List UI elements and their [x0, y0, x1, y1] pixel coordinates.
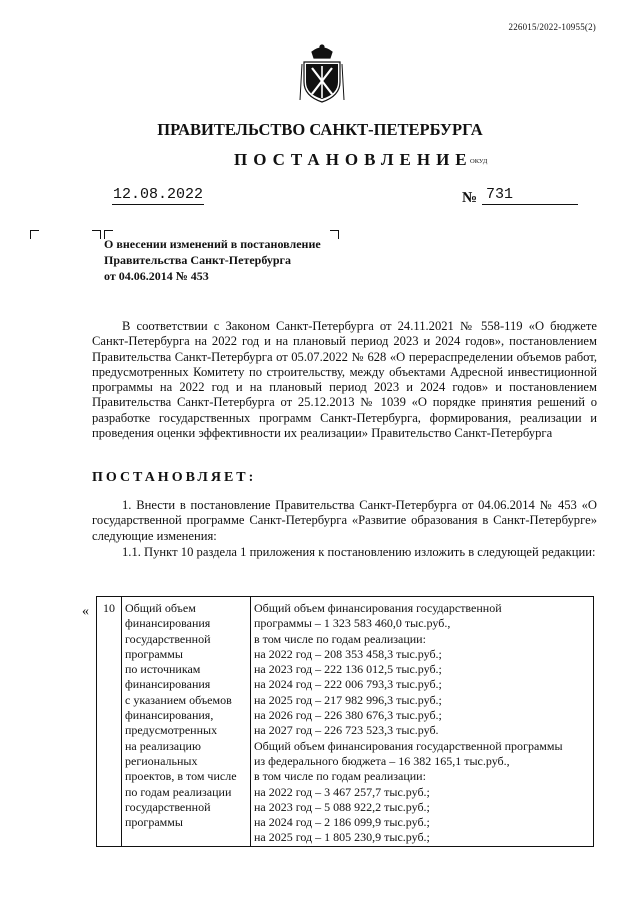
value-line: на 2022 год – 208 353 458,3 тыс.руб.; [254, 646, 442, 661]
financing-table [96, 596, 594, 847]
document-type: ПОСТАНОВЛЕНИЕ [234, 150, 473, 169]
document-subject [104, 236, 364, 284]
label-line: на реализацию [125, 738, 201, 753]
label-line: предусмотренных [125, 723, 218, 738]
label-line: программы [125, 646, 183, 661]
financing-value-cell [251, 597, 594, 847]
subject-line: от 04.06.2014 № 453 [104, 269, 209, 283]
financing-label-cell [122, 597, 251, 847]
value-line: на 2024 год – 222 006 793,3 тыс.руб.; [254, 677, 442, 692]
table-row [97, 597, 594, 847]
label-line: по годам реализации [125, 784, 232, 799]
label-line: финансирования [125, 677, 211, 692]
label-line: по источникам [125, 662, 201, 677]
okud-label: ОКУД [470, 158, 488, 165]
value-line: Общий объем финансирования государственной [254, 601, 502, 615]
label-line: региональных [125, 753, 198, 768]
value-line: на 2025 год – 1 805 230,9 тыс.руб.; [254, 830, 430, 845]
value-line: на 2023 год – 222 136 012,5 тыс.руб.; [254, 662, 442, 677]
item-1-paragraph: 1. Внести в постановление Правительства Санкт-Петербурга от 04.06.2014 № 453 «О государственной программе Санкт-Петербурга «Развитие образования в Санкт-Петербурге» следующие изменения: [92, 498, 597, 543]
row-number: 10 [97, 597, 122, 847]
label-line: Общий объем [125, 601, 196, 615]
item-1-1-paragraph: 1.1. Пункт 10 раздела 1 приложения к постановлению изложить в следующей редакции: [122, 545, 596, 559]
government-title: ПРАВИТЕЛЬСТВО САНКТ-ПЕТЕРБУРГА [157, 120, 483, 139]
coat-of-arms-icon [298, 44, 346, 106]
label-line: финансирования [125, 616, 211, 631]
value-line: на 2023 год – 5 088 922,2 тыс.руб.; [254, 799, 430, 814]
resolves-heading: ПОСТАНОВЛЯЕТ: [92, 470, 257, 485]
value-line: в том числе по годам реализации: [254, 769, 426, 784]
value-line: из федерального бюджета – 16 382 165,1 тыс.руб., [254, 753, 510, 768]
number-sign: № [462, 190, 478, 206]
preamble-paragraph: В соответствии с Законом Санкт-Петербурга от 24.11.2021 № 558-119 «О бюджете Санкт-Петербурга на 2022 год и на плановый период 2023 и 2024 годов», постановлением Правительства Санкт-Петербурга от 05.07.2022 № 628 «О перераспределении объемов работ, предусмотренных Комитету по строительству, между объектами Адресной инвестиционной программы на 2022 год и на плановый период 2023 и 2024 годов» и постановлением Правительства Санкт-Петербурга от 25.12.2013 № 1039 «О порядке принятия решений о разработке государственных программ Санкт-Петербурга, формирования, реализации и проведения оценки эффективности их реализации» Правительство Санкт-Петербурга [92, 319, 597, 441]
label-line: с указанием объемов [125, 692, 232, 707]
value-line: на 2022 год – 3 467 257,7 тыс.руб.; [254, 784, 430, 799]
value-line: в том числе по годам реализации: [254, 631, 426, 646]
label-line: финансирования, [125, 708, 214, 723]
value-line: Общий объем финансирования государственной программы [254, 738, 563, 753]
value-line: на 2025 год – 217 982 996,3 тыс.руб.; [254, 692, 442, 707]
label-line: государственной [125, 631, 211, 646]
corner-mark [30, 230, 39, 239]
document-date: 12.08.2022 [112, 186, 203, 203]
value-line: на 2026 год – 226 380 676,3 тыс.руб.; [254, 708, 442, 723]
open-quote: « [82, 604, 89, 619]
value-line: на 2027 год – 226 723 523,3 тыс.руб. [254, 723, 439, 738]
document-number: 731 [482, 186, 578, 205]
label-line: проектов, в том числе [125, 769, 237, 784]
value-line: на 2024 год – 2 186 099,9 тыс.руб.; [254, 815, 430, 830]
label-line: государственной [125, 799, 211, 814]
subject-line: О внесении изменений в постановление [104, 237, 321, 251]
subject-line: Правительства Санкт-Петербурга [104, 253, 292, 267]
corner-mark [92, 230, 101, 239]
value-line: программы – 1 323 583 460,0 тыс.руб., [254, 616, 451, 631]
label-line: программы [125, 815, 183, 830]
document-registration-number: 226015/2022-10955(2) [508, 22, 596, 32]
